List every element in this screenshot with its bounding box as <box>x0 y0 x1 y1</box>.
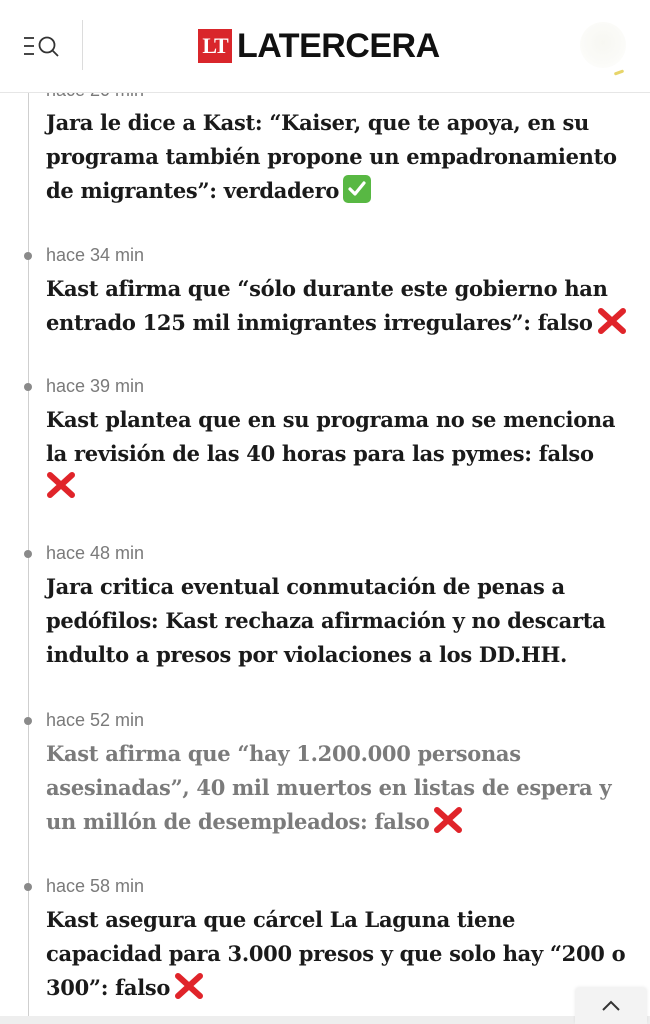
site-logo[interactable] <box>198 28 440 64</box>
timeline-dot <box>24 550 32 558</box>
entry-time: hace 34 min <box>46 245 145 265</box>
bottom-bar <box>0 1016 650 1024</box>
cross-mark-icon <box>174 972 204 1000</box>
timeline-dot <box>24 883 32 891</box>
cross-mark-icon <box>46 471 76 499</box>
entry-title[interactable]: Kast afirma que “sólo durante este gobierno han entrado 125 mil inmigrantes irregulares”: falso <box>46 272 636 340</box>
entry-title[interactable]: Jara critica eventual conmutación de penas a pedófilos: Kast rechaza afirmación y no descarta indulto a presos por violaciones a los DD.HH. <box>46 574 606 667</box>
chevron-up-icon <box>601 998 621 1012</box>
logo-mark: LT <box>198 29 232 63</box>
timeline-dot <box>24 383 32 391</box>
entry-time: hace 52 min <box>46 710 145 730</box>
avatar-accent <box>614 69 624 75</box>
header-divider <box>82 20 83 70</box>
entry-title[interactable]: Jara le dice a Kast: “Kaiser, que te apoya, en su programa también propone un empadronamiento de migrantes”: verdadero <box>46 110 617 203</box>
entry-time: hace 58 min <box>46 876 145 896</box>
site-header <box>0 0 650 93</box>
timeline-dot <box>24 252 32 260</box>
cross-mark-icon <box>597 307 627 335</box>
scroll-to-top-button[interactable] <box>575 988 647 1024</box>
user-avatar[interactable] <box>580 22 626 68</box>
menu-search-button[interactable] <box>22 30 66 62</box>
entry-time: hace 39 min <box>46 376 145 396</box>
logo-text: LATERCERA <box>237 27 440 65</box>
timeline-dot <box>24 717 32 725</box>
entry-time: hace 48 min <box>46 543 145 563</box>
check-mark-icon <box>343 175 371 203</box>
cross-mark-icon <box>433 806 463 834</box>
entry-title[interactable]: Kast afirma que “hay 1.200.000 personas asesinadas”, 40 mil muertos en listas de espera y un millón de desempleados: falso <box>46 741 612 834</box>
entry-title[interactable]: Kast plantea que en su programa no se menciona la revisión de las 40 horas para las pymes: falso <box>46 403 636 499</box>
entry-title[interactable]: Kast asegura que cárcel La Laguna tiene capacidad para 3.000 presos y que solo hay “200 o 300”: falso <box>46 907 626 1000</box>
menu-search-icon <box>22 30 66 62</box>
